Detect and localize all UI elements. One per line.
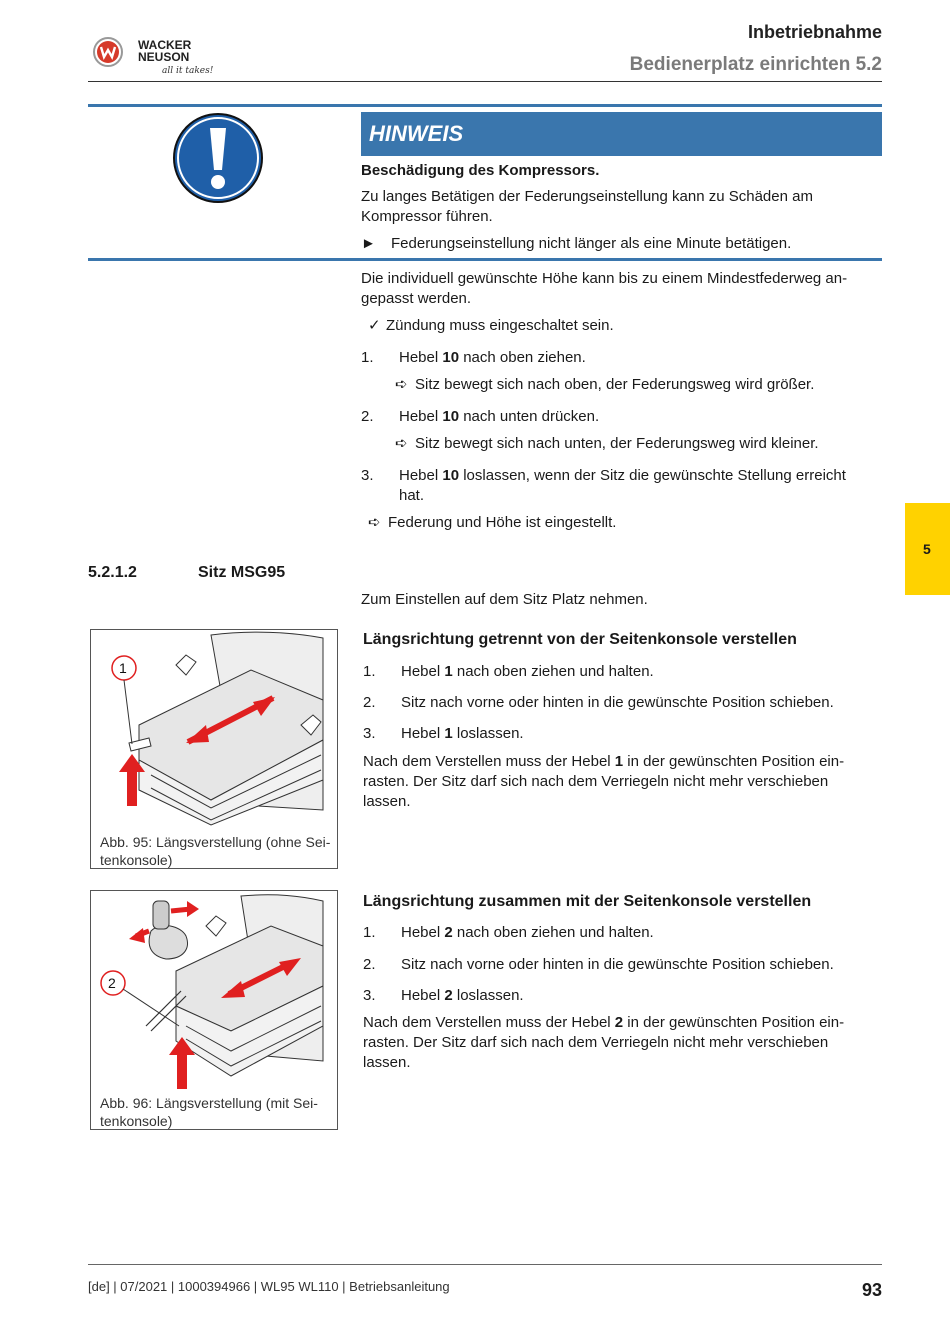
step-text: Hebel: [401, 663, 445, 680]
action-arrow-icon: ►: [361, 235, 376, 252]
step-result: [395, 375, 814, 395]
seat-console-illustration: [91, 891, 337, 1091]
notice-top-rule: [88, 104, 882, 107]
step-number: 3.: [363, 987, 376, 1004]
check-icon: ✓: [368, 317, 381, 334]
block1-step: [363, 662, 654, 682]
lever-number: 2: [444, 987, 453, 1004]
note-text: in der gewünschten Position ein-: [623, 1014, 845, 1031]
figure-callout-label: 1: [119, 660, 127, 676]
notice-action-text: Federungseinstellung nicht länger als eine Minute betätigen.: [391, 235, 792, 252]
block2-step: [363, 923, 654, 943]
notice-heading: HINWEIS: [361, 112, 882, 156]
step-text: nach oben ziehen und halten.: [452, 924, 654, 941]
result-arrow-icon: ➪: [395, 376, 408, 393]
block1-note: [363, 752, 844, 812]
note-line: lassen.: [363, 793, 411, 810]
notice-bottom-rule: [88, 258, 882, 261]
step-result-text: Sitz bewegt sich nach unten, der Federungsweg wird kleiner.: [415, 435, 819, 452]
note-text: in der gewünschten Position ein-: [623, 753, 845, 770]
lever-number: 1: [614, 753, 624, 770]
svg-text:WACKER: WACKER: [138, 38, 192, 52]
wacker-neuson-logo: [92, 36, 222, 78]
step-text: Hebel: [401, 924, 445, 941]
section-intro: Zum Einstellen auf dem Sitz Platz nehmen.: [361, 591, 648, 608]
note-line: [363, 752, 844, 772]
precondition: [368, 316, 614, 336]
header-divider: [88, 81, 882, 82]
height-step: [361, 348, 586, 368]
step-text: Hebel: [399, 467, 443, 484]
height-intro-line: gepasst werden.: [361, 290, 472, 307]
note-text: Nach dem Verstellen muss der Hebel: [363, 1014, 615, 1031]
caption-line: Abb. 95: Längsverstellung (ohne Sei-: [100, 834, 331, 850]
height-step: [361, 407, 599, 427]
step-text: Hebel: [399, 349, 443, 366]
step-number: 1.: [363, 663, 376, 680]
step-result: [395, 434, 819, 454]
section-number: 5.2.1.2: [88, 564, 137, 581]
step-text: loslassen.: [452, 987, 524, 1004]
chapter-tab-number: 5: [923, 541, 931, 557]
note-line: [363, 1013, 844, 1033]
block2-step: [363, 955, 834, 975]
height-step: [361, 466, 846, 486]
lever-number: 2: [614, 1014, 624, 1031]
section-title: Sitz MSG95: [198, 564, 286, 581]
section-subtitle: Bedienerplatz einrichten 5.2: [629, 54, 882, 75]
figure-caption: [100, 1094, 318, 1130]
lever-number: 10: [442, 408, 460, 425]
lever-number: 10: [442, 467, 460, 484]
final-result: [368, 513, 616, 533]
lever-number: 2: [444, 924, 453, 941]
block1-heading: Längsrichtung getrennt von der Seitenkonsole verstellen: [363, 631, 797, 648]
figure-96: [90, 890, 338, 1130]
step-number: 1.: [363, 924, 376, 941]
caption-line: tenkonsole): [100, 1113, 173, 1129]
height-intro-line: Die individuell gewünschte Höhe kann bis zu einem Mindestfederweg an-: [361, 270, 848, 287]
caption-line: tenkonsole): [100, 852, 173, 868]
final-result-text: Federung und Höhe ist eingestellt.: [388, 514, 617, 531]
figure-95: [90, 629, 338, 869]
block2-note: [363, 1013, 844, 1073]
note-line: rasten. Der Sitz darf sich nach dem Verriegeln nicht mehr verschieben: [363, 1034, 829, 1051]
notice-action: [361, 234, 791, 254]
note-line: lassen.: [363, 1054, 411, 1071]
step-number: 2.: [363, 956, 376, 973]
lever-number: 1: [444, 663, 453, 680]
step-text: Hebel: [399, 408, 443, 425]
step-number: 1.: [361, 349, 374, 366]
notice-body: Zu langes Betätigen der Federungseinstellung kann zu Schäden am Kompressor führen.: [361, 188, 813, 225]
mandatory-action-icon: [172, 112, 264, 204]
lever-number: 10: [442, 349, 460, 366]
step-text: loslassen.: [452, 725, 524, 742]
figure-caption: [100, 833, 330, 869]
height-step-continuation: hat.: [399, 487, 425, 504]
chapter-title: Inbetriebnahme: [747, 22, 882, 42]
footer-text: [de] | 07/2021 | 1000394966 | WL95 WL110 | Betriebsanleitung: [88, 1279, 450, 1294]
step-number: 3.: [363, 725, 376, 742]
svg-text:NEUSON: NEUSON: [138, 50, 190, 64]
note-line: rasten. Der Sitz darf sich nach dem Verriegeln nicht mehr verschieben: [363, 773, 829, 790]
page-number: 93: [861, 1280, 882, 1300]
step-number: 3.: [361, 467, 374, 484]
step-text: nach oben ziehen.: [459, 349, 586, 366]
step-text: Hebel: [401, 725, 445, 742]
caption-line: Abb. 96: Längsverstellung (mit Sei-: [100, 1095, 318, 1111]
step-text: Sitz nach vorne oder hinten in die gewünschte Position schieben.: [401, 956, 834, 973]
chapter-tab: [905, 503, 950, 595]
block1-step: [363, 724, 524, 744]
step-text: Hebel: [401, 987, 445, 1004]
note-text: Nach dem Verstellen muss der Hebel: [363, 753, 615, 770]
result-arrow-icon: ➪: [368, 514, 381, 531]
block2-heading: Längsrichtung zusammen mit der Seitenkonsole verstellen: [363, 893, 812, 910]
step-text: nach oben ziehen und halten.: [452, 663, 654, 680]
block2-step: [363, 986, 524, 1006]
step-number: 2.: [363, 694, 376, 711]
lever-number: 1: [444, 725, 453, 742]
step-text: loslassen, wenn der Sitz die gewünschte Stellung erreicht: [459, 467, 846, 484]
svg-text:all it takes!: all it takes!: [162, 66, 214, 76]
notice-title: Beschädigung des Kompressors.: [361, 162, 600, 179]
height-intro: [361, 269, 847, 309]
step-number: 2.: [361, 408, 374, 425]
step-result-text: Sitz bewegt sich nach oben, der Federungsweg wird größer.: [415, 376, 815, 393]
result-arrow-icon: ➪: [395, 435, 408, 452]
precondition-text: Zündung muss eingeschaltet sein.: [386, 317, 614, 334]
block1-step: [363, 693, 834, 713]
figure-callout-label: 2: [108, 975, 116, 991]
step-text: nach unten drücken.: [459, 408, 600, 425]
step-text: Sitz nach vorne oder hinten in die gewünschte Position schieben.: [401, 694, 834, 711]
footer-divider: [88, 1264, 882, 1265]
seat-illustration: [91, 630, 337, 830]
